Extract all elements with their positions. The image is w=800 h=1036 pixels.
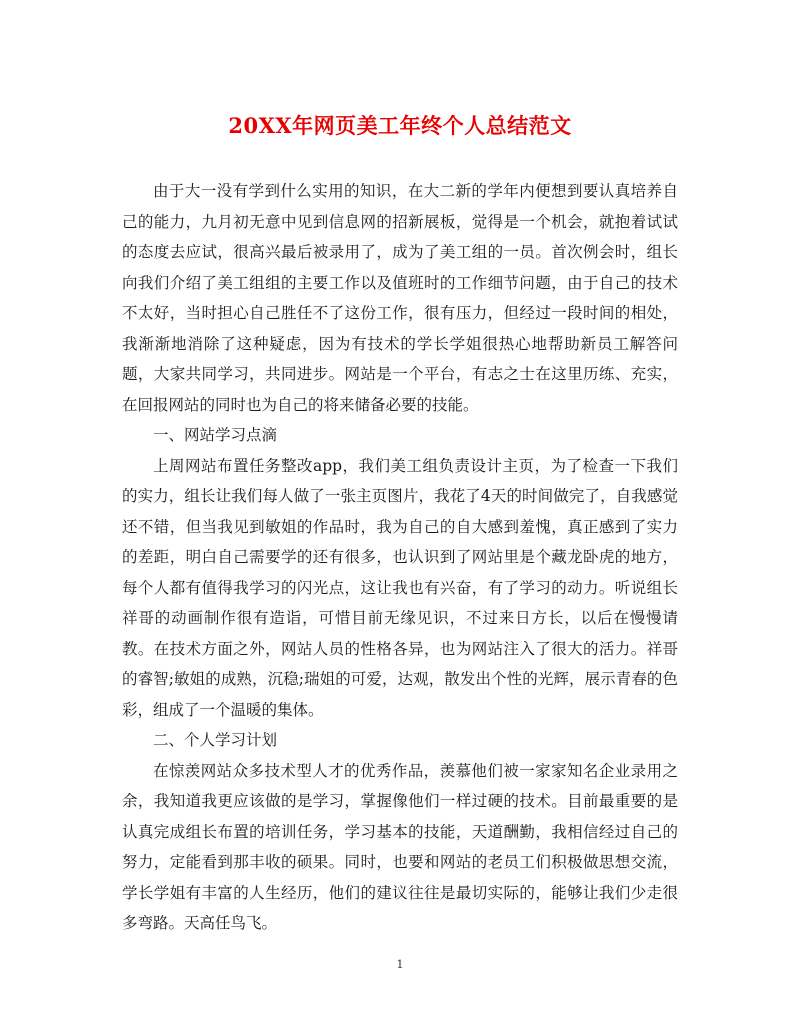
document-title: 20XX年网页美工年终个人总结范文 — [228, 113, 572, 138]
section-2-paragraph: 在惊羡网站众多技术型人才的优秀作品，羡慕他们被一家家知名企业录用之余，我知道我更应该做的是学习，掌握像他们一样过硬的技术。目前最重要的是认真完成组长布置的培训任务，学习基本的技能，天道酬勤，我相信经过自己的努力，定能看到那丰收的硕果。同时，也要和网站的老员工们积极做思想交流，学长学姐有丰富的人生经历，他们的建议往往是最切实际的，能够让我们少走很多弯路。天高任鸟飞。 — [122, 761, 678, 932]
intro-paragraph: 由于大一没有学到什么实用的知识，在大二新的学年内便想到要认真培养自己的能力，九月初无意中见到信息网的招新展板，觉得是一个机会，就抱着试试的态度去应试，很高兴最后被录用了，成为了美工组的一员。首次例会时，组长向我们介绍了美工组组的主要工作以及值班时的工作细节问题，由于自己的技术不太好，当时担心自己胜任不了这份工作，很有压力，但经过一段时间的相处，我渐渐地消除了这种疑虑，因为有技术的学长学姐很热心地帮助新员工解答问题，大家共同学习，共同进步。网站是一个平台，有志之士在这里历练、充实，在回报网站的同时也为自己的将来储备必要的技能。 — [122, 182, 678, 414]
section-heading-1: 一、网站学习点滴 — [153, 426, 278, 444]
page-number: 1 — [396, 958, 404, 971]
section-1-paragraph: 上周网站布置任务整改app，我们美工组负责设计主页，为了检查一下我们的实力，组长让我们每人做了一张主页图片，我花了4天的时间做完了，自我感觉还不错，但当我见到敏姐的作品时，我为自己的自大感到羞愧，真正感到了实力的差距，明白自己需要学的还有很多，也认识到了网站里是个藏龙卧虎的地方，每个人都有值得我学习的闪光点，这让我也有兴奋，有了学习的动力。听说组长祥哥的动画制作很有造诣，可惜目前无缘见识，不过来日方长，以后在慢慢请教。在技术方面之外，网站人员的性格各异，也为网站注入了很大的活力。祥哥的睿智;敏姐的成熟，沉稳;瑞姐的可爱，达观，散发出个性的光辉，展示青春的色彩，组成了一个温暖的集体。 — [122, 456, 678, 719]
document-body — [122, 176, 678, 939]
section-heading-2: 二、个人学习计划 — [153, 731, 278, 749]
